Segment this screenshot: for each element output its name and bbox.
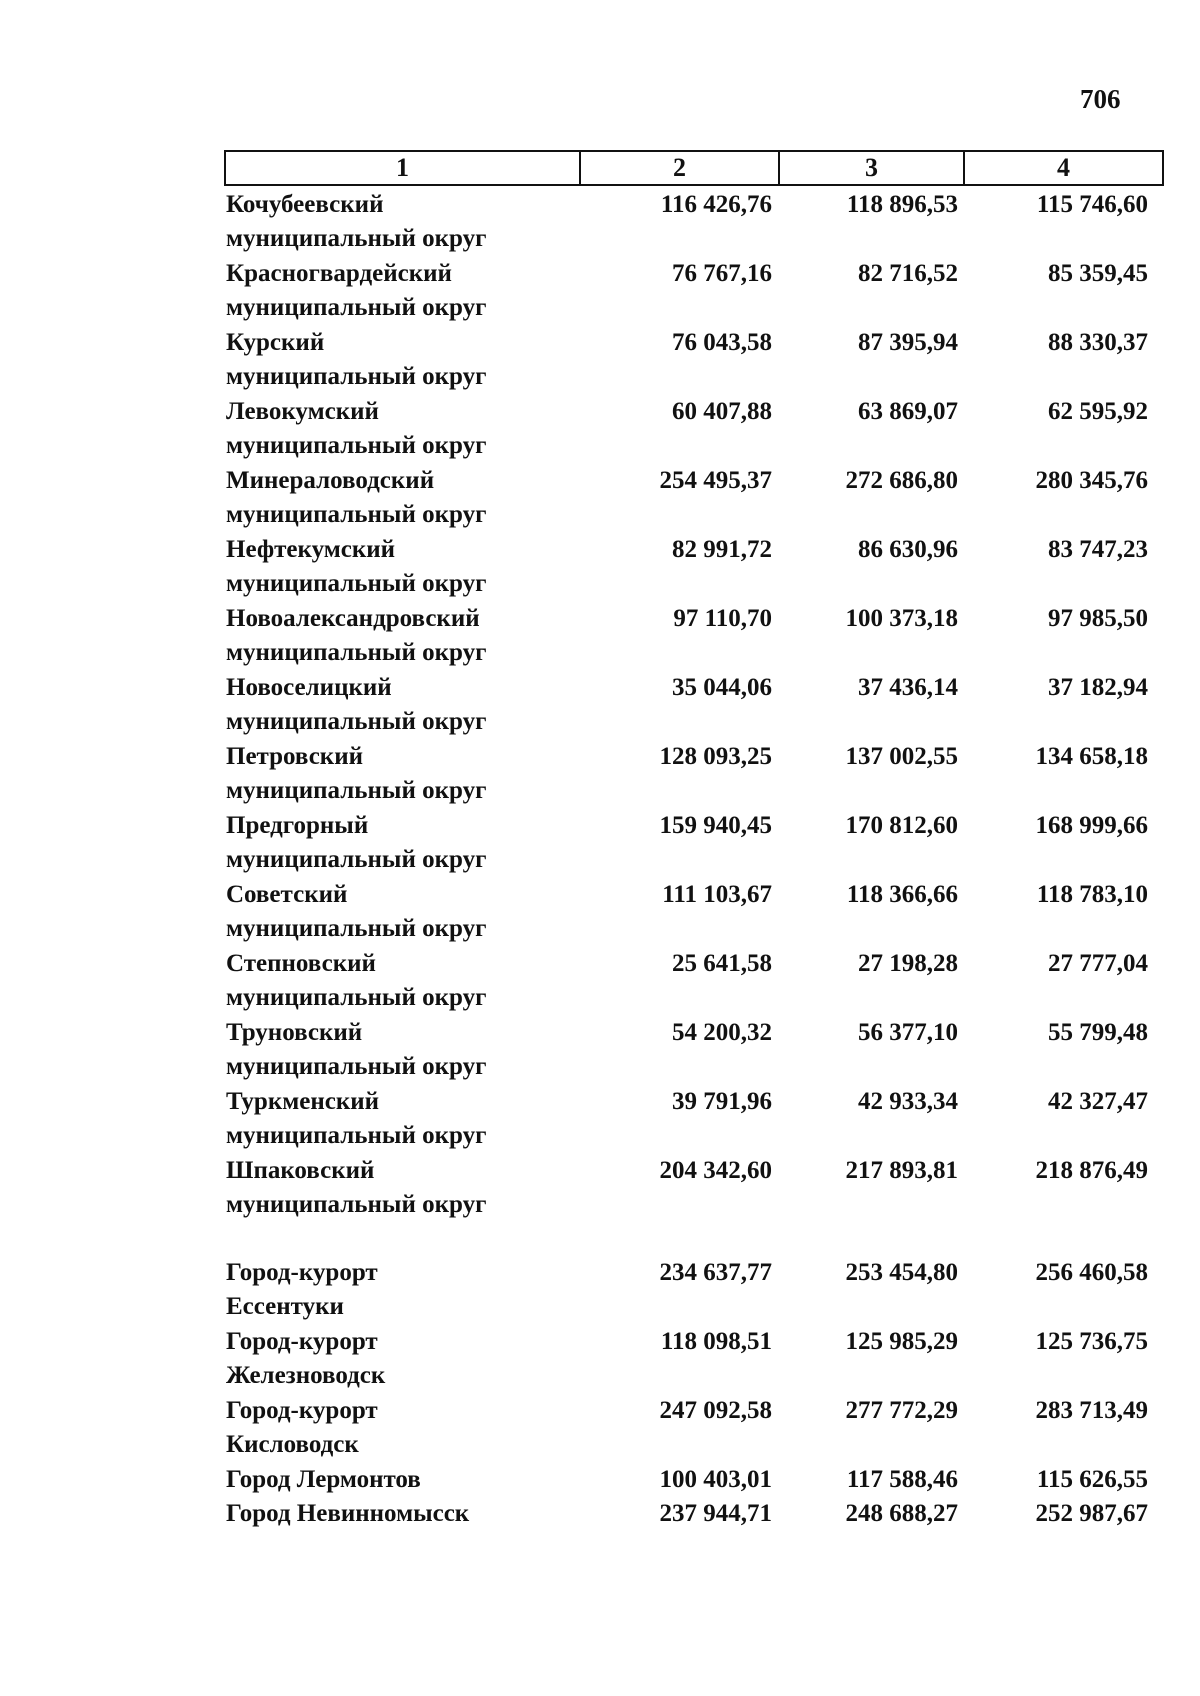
row-value-col3: 253 454,80: [845, 1259, 958, 1286]
row-name: Нефтекумский муниципальный округ: [226, 536, 487, 597]
table-row: [224, 947, 1164, 1016]
row-value-col4: 256 460,58: [1035, 1259, 1148, 1286]
row-value-col2: 25 641,58: [672, 950, 772, 977]
row-value-col3: 277 772,29: [845, 1397, 958, 1424]
row-name: Город-курорт Кисловодск: [226, 1397, 378, 1458]
table-row: [224, 1463, 1164, 1497]
row-value-col4: 27 777,04: [1048, 950, 1148, 977]
row-value-col3: 118 896,53: [846, 191, 958, 218]
row-value-col4: 42 327,47: [1048, 1088, 1148, 1115]
table-row: [224, 395, 1164, 464]
row-value-col2: 204 342,60: [659, 1157, 772, 1184]
row-value-col3: 42 933,34: [858, 1088, 958, 1115]
header-cell-2: 2: [581, 152, 780, 184]
row-value-col4: 37 182,94: [1048, 674, 1148, 701]
row-value-col4: 85 359,45: [1048, 260, 1148, 287]
row-name: Курский муниципальный округ: [226, 329, 487, 390]
table-row: [224, 740, 1164, 809]
row-value-col2: 100 403,01: [659, 1466, 772, 1493]
row-value-col3: 118 366,66: [846, 881, 958, 908]
table-row: [224, 1154, 1164, 1223]
row-name: Туркменский муниципальный округ: [226, 1088, 487, 1149]
row-value-col4: 83 747,23: [1048, 536, 1148, 563]
row-name: Город Невинномысск: [226, 1500, 470, 1527]
row-value-col4: 88 330,37: [1048, 329, 1148, 356]
row-value-col3: 217 893,81: [845, 1157, 958, 1184]
row-value-col4: 115 626,55: [1036, 1466, 1148, 1493]
row-name: Новоселицкий муниципальный округ: [226, 674, 487, 735]
row-value-col2: 82 991,72: [672, 536, 772, 563]
table-row: [224, 1256, 1164, 1325]
row-name: Минераловодский муниципальный округ: [226, 467, 487, 528]
table-body: [224, 188, 1164, 1531]
row-value-col3: 170 812,60: [845, 812, 958, 839]
row-value-col2: 39 791,96: [672, 1088, 772, 1115]
row-value-col4: 134 658,18: [1035, 743, 1148, 770]
row-value-col3: 63 869,07: [858, 398, 958, 425]
row-name: Труновский муниципальный округ: [226, 1019, 487, 1080]
row-value-col3: 87 395,94: [858, 329, 958, 356]
row-value-col3: 272 686,80: [845, 467, 958, 494]
row-name: Левокумский муниципальный округ: [226, 398, 487, 459]
table-row: [224, 878, 1164, 947]
row-name: Красногвардейский муниципальный округ: [226, 260, 487, 321]
row-value-col2: 128 093,25: [659, 743, 772, 770]
row-value-col4: 55 799,48: [1048, 1019, 1148, 1046]
row-value-col3: 137 002,55: [845, 743, 958, 770]
row-name: Город-курорт Ессентуки: [226, 1259, 378, 1320]
row-value-col2: 76 767,16: [672, 260, 772, 287]
table-row: [224, 671, 1164, 740]
table-row: [224, 1325, 1164, 1394]
table-row: [224, 1497, 1164, 1531]
row-value-col3: 125 985,29: [845, 1328, 958, 1355]
row-value-col2: 60 407,88: [672, 398, 772, 425]
row-value-col2: 76 043,58: [672, 329, 772, 356]
row-value-col2: 35 044,06: [672, 674, 772, 701]
table-row: [224, 257, 1164, 326]
row-name: Шпаковский муниципальный округ: [226, 1157, 487, 1218]
row-value-col2: 116 426,76: [660, 191, 772, 218]
row-value-col2: 159 940,45: [659, 812, 772, 839]
row-value-col4: 283 713,49: [1035, 1397, 1148, 1424]
header-cell-3: 3: [780, 152, 965, 184]
table-row: [224, 1016, 1164, 1085]
table-row: [224, 1085, 1164, 1154]
row-value-col3: 27 198,28: [858, 950, 958, 977]
row-value-col3: 248 688,27: [845, 1500, 958, 1527]
row-name: Предгорный муниципальный округ: [226, 812, 487, 873]
table-header: [224, 150, 1164, 186]
row-name: Город Лермонтов: [226, 1466, 421, 1493]
table-row: [224, 602, 1164, 671]
row-value-col2: 254 495,37: [659, 467, 772, 494]
row-name: Петровский муниципальный округ: [226, 743, 487, 804]
row-value-col2: 111 103,67: [662, 881, 772, 908]
row-value-col4: 97 985,50: [1048, 605, 1148, 632]
row-value-col4: 218 876,49: [1035, 1157, 1148, 1184]
row-value-col4: 168 999,66: [1035, 812, 1148, 839]
row-value-col3: 56 377,10: [858, 1019, 958, 1046]
row-value-col4: 125 736,75: [1035, 1328, 1148, 1355]
row-name: Советский муниципальный округ: [226, 881, 487, 942]
row-value-col2: 234 637,77: [659, 1259, 772, 1286]
row-value-col2: 54 200,32: [672, 1019, 772, 1046]
row-value-col4: 115 746,60: [1036, 191, 1148, 218]
row-value-col4: 252 987,67: [1035, 1500, 1148, 1527]
table-row: [224, 188, 1164, 257]
row-name: Кочубеевский муниципальный округ: [226, 191, 487, 252]
table-row: [224, 326, 1164, 395]
row-name: Новоалександровский муниципальный округ: [226, 605, 487, 666]
row-value-col2: 97 110,70: [673, 605, 772, 632]
header-cell-4: 4: [1057, 153, 1070, 182]
row-value-col2: 247 092,58: [659, 1397, 772, 1424]
table-row: [224, 809, 1164, 878]
row-value-col2: 118 098,51: [660, 1328, 772, 1355]
row-value-col3: 100 373,18: [845, 605, 958, 632]
table-row: [224, 1394, 1164, 1463]
table-row: [224, 533, 1164, 602]
row-value-col3: 86 630,96: [858, 536, 958, 563]
header-cell-1: 1: [226, 152, 581, 184]
row-value-col4: 118 783,10: [1036, 881, 1148, 908]
row-value-col4: 62 595,92: [1048, 398, 1148, 425]
row-value-col4: 280 345,76: [1035, 467, 1148, 494]
table-row: [224, 464, 1164, 533]
row-value-col3: 117 588,46: [846, 1466, 958, 1493]
row-name: Город-курорт Железноводск: [226, 1328, 386, 1389]
row-name: Степновский муниципальный округ: [226, 950, 487, 1011]
row-value-col3: 82 716,52: [858, 260, 958, 287]
row-value-col3: 37 436,14: [858, 674, 958, 701]
page-number: 706: [1080, 84, 1121, 114]
row-value-col2: 237 944,71: [659, 1500, 772, 1527]
